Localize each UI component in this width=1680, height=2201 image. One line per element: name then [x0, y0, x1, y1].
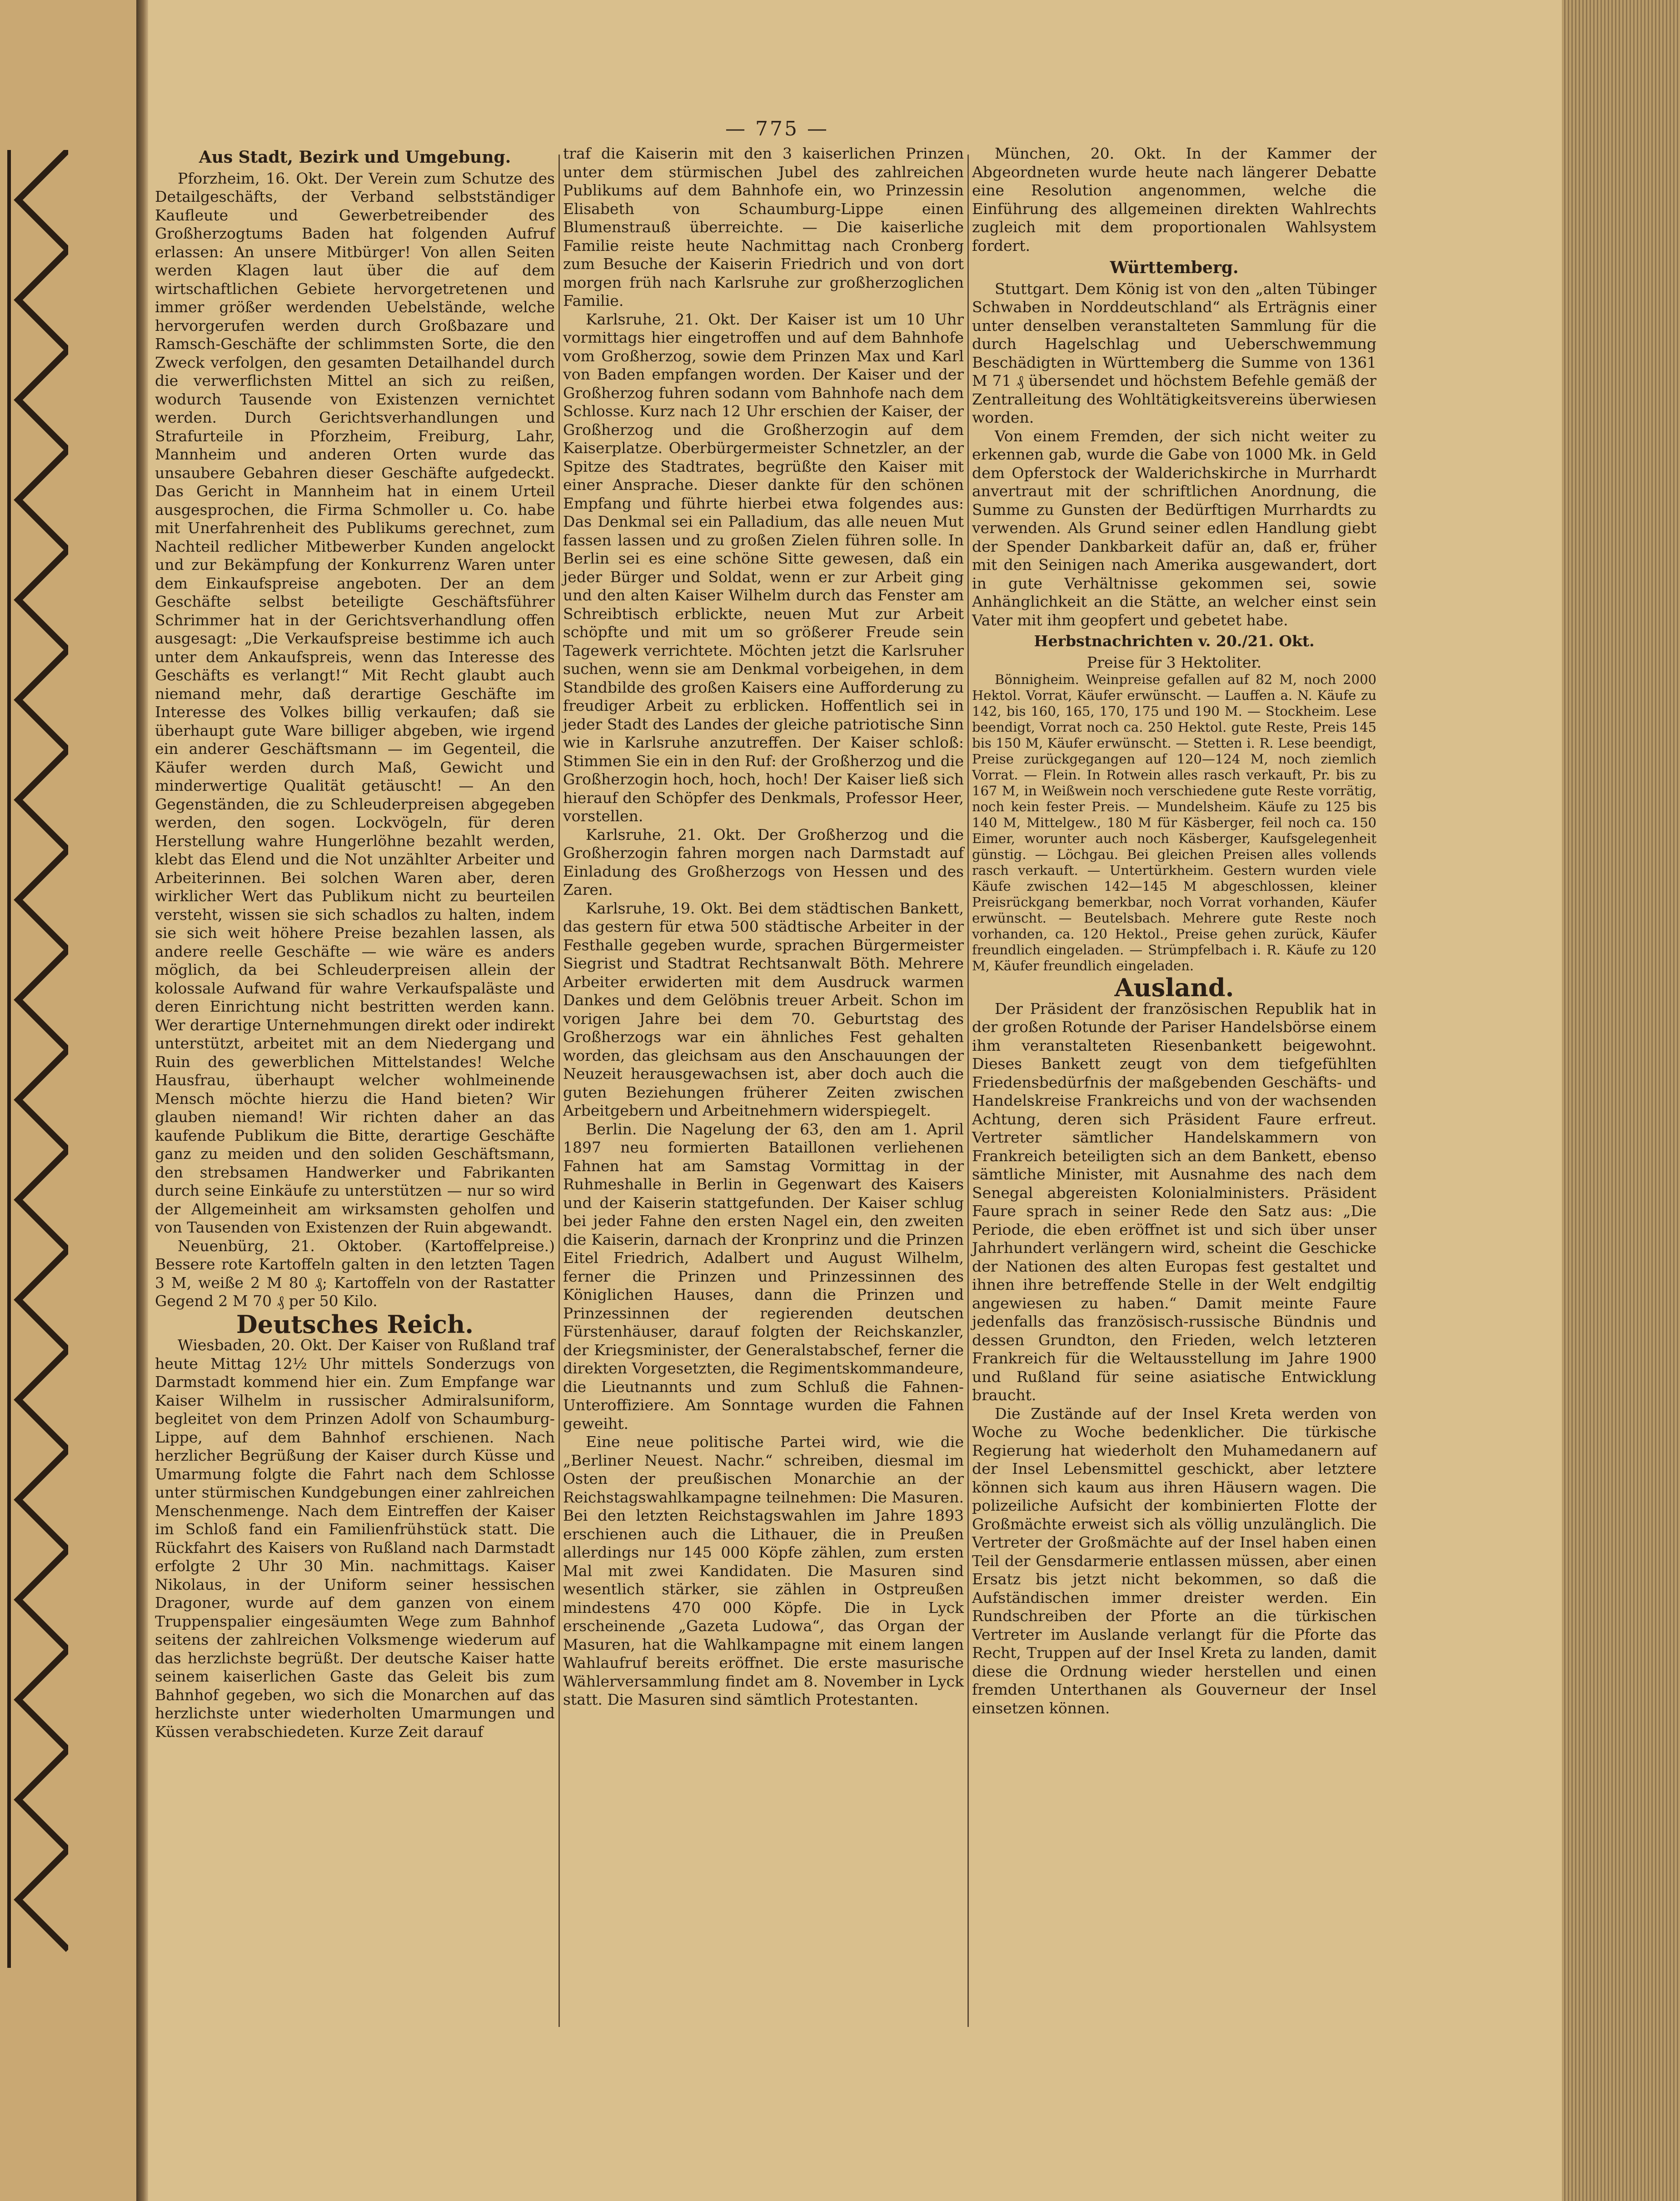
ornamental-border — [0, 150, 68, 1968]
article-continuation: traf die Kaiserin mit den 3 kaiserlichen Prinzen unter dem stürmischen Jubel des zahlreichen Publikums auf dem Bahnhofe ein, wo Prinzessin Elisabeth von Schaumburg-Lippe einen Blumenstrauß überreichte. — Die kaiserliche Familie reiste heute Nachmittag nach Cronberg zum Besuche der Kaiserin Friedrich und von dort morgen früh nach Karlsruhe zur großherzoglichen Familie. — [563, 145, 964, 309]
section-heading-reich: Deutsches Reich. — [236, 1309, 474, 1339]
section-heading-wuerttemberg: Württemberg. — [1110, 258, 1239, 277]
herbst-subheading: Preise für 3 Hektoliter. — [1087, 653, 1262, 671]
article-karlsruhe-1: Karlsruhe, 21. Okt. Der Kaiser ist um 10 Uhr vormittags hier eingetroffen und auf dem Bahnhofe vom Großherzog, sowie dem Prinzen Max und Karl von Baden empfangen worden. Der Kaiser und der Großherzog fuhren sodann vom Bahnhofe nach dem Schlosse. Kurz nach 12 Uhr erschien der Kaiser, der Großherzog und die Großherzogin auf dem Kaiserplatze. Oberbürgermeister Schnetzler, an der Spitze des Stadtrates, begrüßte den Kaiser mit einer Ansprache. Dieser dankte für den schönen Empfang und führte hierbei etwa folgendes aus: Das Denkmal sei ein Palladium, das alle neuen Mut fassen lassen und zu großen Zielen führen solle. In Berlin sei es eine schöne Sitte gewesen, daß ein jeder Bürger und Soldat, wenn er zur Arbeit ging und den alten Kaiser Wilhelm durch das Fenster am Schreibtisch erblickte, neuen Mut zur Arbeit schöpfte und mit um so größerer Freude sein Tagewerk verrichtete. Möchten jetzt die Karlsruher suchen, wenn sie am Denkmal vorbeigehen, in dem Standbilde des großen Kaisers eine Aufforderung zu freudiger Arbeit zu erblicken. Hoffentlich sei in jeder Stadt des Landes der gleiche patriotische Sinn wie in Karlsruhe anzutreffen. Der Kaiser schloß: Stimmen Sie ein in den Ruf: der Großherzog und die Großherzogin hoch, hoch, hoch! Der Kaiser ließ sich hierauf den Schöpfer des Denkmals, Professor Heer, vorstellen. — [563, 310, 964, 825]
article-masuren: Eine neue politische Partei wird, wie die „Berliner Neuest. Nachr.“ schreiben, diesmal im Osten der preußischen Monarchie an der Reichstagswahlkampagne teilnehmen: Die Masuren. Bei den letzten Reichstagswahlen im Jahre 1893 erschienen auch die Lithauer, die in Preußen allerdings nur 145 000 Köpfe zählen, zum ersten Mal mit zwei Kandidaten. Die Masuren sind wesentlich stärker, sie zählen in Ostpreußen mindestens 470 000 Köpfe. Die in Lyck erscheinende „Gazeta Ludowa“, das Organ der Masuren, hat die Wahlkampagne mit einem langen Wahlaufruf bereits eröffnet. Die erste masurische Wählerversammlung findet am 8. November in Lyck statt. Die Masuren sind sämtlich Protestanten. — [563, 1433, 964, 1708]
column-3 — [972, 145, 1376, 1717]
previous-page — [0, 0, 136, 2201]
section-heading-local: Aus Stadt, Bezirk und Umgebung. — [199, 148, 511, 167]
article-karlsruhe-2: Karlsruhe, 21. Okt. Der Großherzog und die Großherzogin fahren morgen nach Darmstadt auf Einladung des Großherzogs von Hessen und des Zaren. — [563, 825, 964, 898]
article-neuenbuerg: Neuenbürg, 21. Oktober. (Kartoffelpreise.) Bessere rote Kartoffeln galten in den letzten Tagen 3 M, weiße 2 M 80 ₰; Kartoffeln von der Rastatter Gegend 2 M 70 ₰ per 50 Kilo. — [155, 1237, 555, 1310]
article-kreta: Die Zustände auf der Insel Kreta werden von Woche zu Woche bedenklicher. Die türkische Regierung hat wiederholt den Muhamedanern auf der Insel Lebensmittel geschickt, aber letztere können sich kaum aus ihren Häusern wagen. Die polizeiliche Aufsicht der kombinierten Flotte der Großmächte erweist sich als völlig unzulänglich. Die Vertreter der Großmächte auf der Insel haben einen Teil der Gensdarmerie entlassen müssen, aber einen Ersatz bis jetzt nicht bekommen, so daß die Aufständischen immer dreister werden. Ein Rundschreiben der Pforte an die türkischen Vertreter im Auslande verlangt für die Pforte das Recht, Truppen auf der Insel Kreta zu landen, damit diese die Ordnung wieder herstellen und einen fremden Unterthanen als Gouverneur der Insel einsetzen können. — [972, 1404, 1376, 1717]
article-stuttgart: Stuttgart. Dem König ist von den „alten Tübinger Schwaben in Norddeutschland“ als Erträgnis einer unter denselben veranstalteten Sammlung für die durch Hagelschlag und Ueberschwemmung Beschädigten in Württemberg die Summe von 1361 M 71 ₰ übersendet und höchstem Befehle gemäß der Zentralleitung des Wohltätigkeitsvereins überwiesen worden. — [972, 279, 1376, 426]
article-murrhardt: Von einem Fremden, der sich nicht weiter zu erkennen gab, wurde die Gabe von 1000 Mk. in Geld dem Opferstock der Walderichskirche in Murrhardt anvertraut mit der schriftlichen Anordnung, die Summe zu Gunsten der Bedürftigen Murrhardts zu verwenden. Als Grund seiner edlen Handlung giebt der Spender Dankbarkeit dafür an, daß er, früher mit den Seinigen nach Amerika ausgewandert, dort in gute Verhältnisse gekommen sei, sowie Anhänglichkeit an die Stätte, an welcher einst sein Vater mit ihm geopfert und gebetet habe. — [972, 427, 1376, 629]
article-pforzheim: Pforzheim, 16. Okt. Der Verein zum Schutze des Detailgeschäfts, der Verband selbstständiger Kaufleute und Gewerbetreibender des Großherzogtums Baden hat folgenden Aufruf erlassen: An unsere Mitbürger! Von allen Seiten werden Klagen laut über die auf dem wirtschaftlichen Gebiete hervorgetretenen und immer größer werdenden Uebelstände, welche hervorgerufen werden durch Großbazare und Ramsch-Geschäfte der schlimmsten Sorte, die den Zweck verfolgen, den gesamten Detailhandel durch die verwerflichsten Mittel an sich zu reißen, wodurch Tausende von Existenzen vernichtet werden. Durch Gerichtsverhandlungen und Strafurteile in Pforzheim, Freiburg, Lahr, Mannheim und anderen Orten wurde das unsaubere Gebahren dieser Geschäfte aufgedeckt. Das Gericht in Mannheim hat in einem Urteil ausgesprochen, die Firma Schmoller u. Co. habe mit Unerfahrenheit des Publikums gerechnet, zum Nachteil redlicher Mitbewerber Kunden angelockt und zur Bekämpfung der Konkurrenz Waren unter dem Einkaufspreise angeboten. Der an dem Geschäfte selbst beteiligte Geschäftsführer Schrimmer hat in der Gerichtsverhandlung offen ausgesagt: „Die Verkaufspreise bestimme ich auch unter dem Ankaufspreis, wenn das Interesse des Geschäfts es verlangt!“ Mit Recht glaubt auch niemand mehr, daß derartige Geschäfte im Interesse des Volkes billig verkaufen; daß sie überhaupt gute Ware billiger abgeben, wie irgend ein anderer Geschäftsmann — im Gegenteil, die Käufer werden durch Maß, Gewicht und minderwertige Qualität getäuscht! — An den Gegenständen, die zu Schleuderpreisen abgegeben werden, den sogen. Lockvögeln, für deren Herstellung wahre Hungerlöhne bezahlt werden, klebt das Elend und die Not unzählter Arbeiter und Arbeiterinnen. Bei solchen Waren aber, deren wirklicher Wert das Publikum nicht zu beurteilen versteht, wissen sie sich schadlos zu halten, indem sie sich weit höhere Preise bezahlen lassen, als andere reelle Geschäfte — wie wäre es anders möglich, da bei Schleuderpreisen allein der kolossale Aufwand für wahre Verkaufspaläste und deren Einrichtung nicht bestritten werden kann. Wer derartige Unternehmungen direkt oder indirekt unterstützt, arbeitet mit an dem Niedergang und Ruin des gewerblichen Mittelstandes! Welche Hausfrau, überhaupt welcher wohlmeinende Mensch möchte hierzu die Hand bieten? Wir glauben niemand! Wir richten daher an das kaufende Publikum die Bitte, derartige Geschäfte ganz zu meiden und den soliden Geschäftsmann, den strebsamen Handwerker und Fabrikanten durch seine Einkäufe zu unterstützen — nur so wird der Allgemeinheit am wirksamsten geholfen und von Tausenden von Existenzen der Ruin abgewandt. — [155, 169, 555, 1236]
column-2 — [563, 145, 964, 1709]
page-edges — [1562, 0, 1680, 2201]
article-karlsruhe-3: Karlsruhe, 19. Okt. Bei dem städtischen Bankett, das gestern für etwa 500 städtische Arbeiter in der Festhalle gegeben wurde, sprachen Bürgermeister Siegrist und Stadtrat Rechtsanwalt Böth. Mehrere Arbeiter erwiderten mit dem Ausdruck warmen Dankes und dem Gelöbnis treuer Arbeit. Schon im vorigen Jahre bei dem 70. Geburtstag des Großherzogs war ein ähnliches Fest gehalten worden, das gleichsam aus den Anschauungen der Neuzeit herausgewachsen ist, aber doch auch die guten Beziehungen früherer Zeiten zwischen Arbeitgebern und Arbeitnehmern widerspiegelt. — [563, 899, 964, 1119]
herbst-heading: Herbstnachrichten v. 20./21. Okt. — [1034, 632, 1315, 650]
article-faure: Der Präsident der französischen Republik hat in der großen Rotunde der Pariser Handelsbörse einem ihm veranstalteten Riesenbankett beigewohnt. Dieses Bankett zeugt von dem tiefgefühlten Friedensbedürfnis der maßgebenden Geschäfts- und Handelskreise Frankreichs und von der wachsenden Achtung, deren sich Präsident Faure erfreut. Vertreter sämtlicher Handelskammern von Frankreich beteiligten sich an dem Bankett, ebenso sämtliche Minister, mit Ausnahme des nach dem Senegal abgereisten Kolonialministers. Präsident Faure sprach in seiner Rede den Satz aus: „Die Periode, die eben eröffnet ist und sich über unser Jahrhundert verlängern wird, scheint die Geschicke der Nationen des alten Europas fest gestaltet und ihnen ihre betreffende Stelle in der Welt endgiltig angewiesen zu haben.“ Damit meinte Faure jedenfalls das französisch-russische Bündnis und dessen Grundton, den Frieden, welch letzteren Frankreich für die Weltausstellung im Jahre 1900 und Rußland für seine asiatische Entwicklung braucht. — [972, 999, 1376, 1404]
column-rule-1 — [558, 155, 560, 2027]
article-berlin: Berlin. Die Nagelung der 63, den am 1. April 1897 neu formierten Bataillonen verliehenen Fahnen hat am Samstag Vormittag in der Ruhmeshalle in Berlin in Gegenwart des Kaisers und der Kaiserin stattgefunden. Der Kaiser schlug bei jeder Fahne den ersten Nagel ein, den zweiten die Kaiserin, darnach der Kronprinz und die Prinzen Eitel Friedrich, Adalbert und August Wilhelm, ferner die Prinzen und Prinzessinnen des Königlichen Hauses, dann die Prinzen und Prinzessinnen der regierenden deutschen Fürstenhäuser, darauf folgten der Reichskanzler, der Kriegsminister, der Generalstabschef, ferner die direkten Vorgesetzten, die Regimentskommandeure, die Lieutnannts und zum Schluß die Fahnen-Unteroffiziere. Am Sonntage wurden die Fahnen geweiht. — [563, 1120, 964, 1432]
column-1 — [155, 145, 555, 1741]
column-rule-2 — [967, 155, 969, 2027]
article-muenchen: München, 20. Okt. In der Kammer der Abgeordneten wurde heute nach längerer Debatte eine Resolution angenommen, welche die Einführung des allgemeinen direkten Wahlrechts zugleich mit dem proportionalen Wahlsystem fordert. — [972, 145, 1376, 255]
page-number: — 775 — — [725, 117, 829, 140]
book-gutter — [136, 0, 148, 2201]
herbst-report: Bönnigheim. Weinpreise gefallen auf 82 M, noch 2000 Hektol. Vorrat, Käufer erwünscht. — Lauffen a. N. Käufe zu 142, bis 160, 165, 170, 175 und 190 M. — Stockheim. Lese beendigt, Vorrat noch ca. 250 Hektol. gute Reste, Preis 145 bis 150 M, Käufer erwünscht. — Stetten i. R. Lese beendigt, Preise zurückgegangen auf 120—124 M, noch ziemlich Vorrat. — Flein. In Rotwein alles rasch verkauft, Pr. bis zu 167 M, in Weißwein noch verschiedene gute Reste vorrätig, noch kein fester Preis. — Mundelsheim. Käufe zu 125 bis 140 M, Mittelgew., 180 M für Käsberger, feil noch ca. 150 Eimer, worunter auch noch Käsberger, Kaufsgelegenheit günstig. — Löchgau. Bei gleichen Preisen alles vollends rasch verkauft. — Untertürkheim. Gestern wurden viele Käufe zwischen 142—145 M abgeschlossen, kleiner Preisrückgang bemerkbar, noch Vorrat vorhanden, Käufer erwünscht. — Beutelsbach. Mehrere gute Reste noch vorhanden, ca. 120 Hektol., Preise gehen zurück, Käufer freundlich eingeladen. — Strümpfelbach i. R. Käufe zu 120 M, Käufer freundlich eingeladen. — [972, 672, 1376, 973]
article-wiesbaden: Wiesbaden, 20. Okt. Der Kaiser von Rußland traf heute Mittag 12½ Uhr mittels Sonderzugs von Darmstadt kommend hier ein. Zum Empfange war Kaiser Wilhelm in russischer Admiralsuniform, begleitet von dem Prinzen Adolf von Schaumburg-Lippe, auf dem Bahnhof erschienen. Nach herzlicher Begrüßung der Kaiser durch Küsse und Umarmung folgte die Fahrt nach dem Schlosse unter stürmischen Kundgebungen einer zahlreichen Menschenmenge. Nach dem Eintreffen der Kaiser im Schloß fand ein Familienfrühstück statt. Die Rückfahrt des Kaisers von Rußland nach Darmstadt erfolgte 2 Uhr 30 Min. nachmittags. Kaiser Nikolaus, in der Uniform seiner hessischen Dragoner, wurde auf dem ganzen von einem Truppenspalier eingesäumten Wege zum Bahnhof seitens der zahlreichen Volksmenge wiederum auf das herzlichste begrüßt. Der deutsche Kaiser hatte seinem kaiserlichen Gaste das Geleit bis zum Bahnhof gegeben, wo sich die Monarchen auf das herzlichste unter wiederholten Umarmungen und Küssen verabschiedeten. Kurze Zeit darauf — [155, 1336, 555, 1741]
section-heading-ausland: Ausland. — [1114, 973, 1234, 1002]
